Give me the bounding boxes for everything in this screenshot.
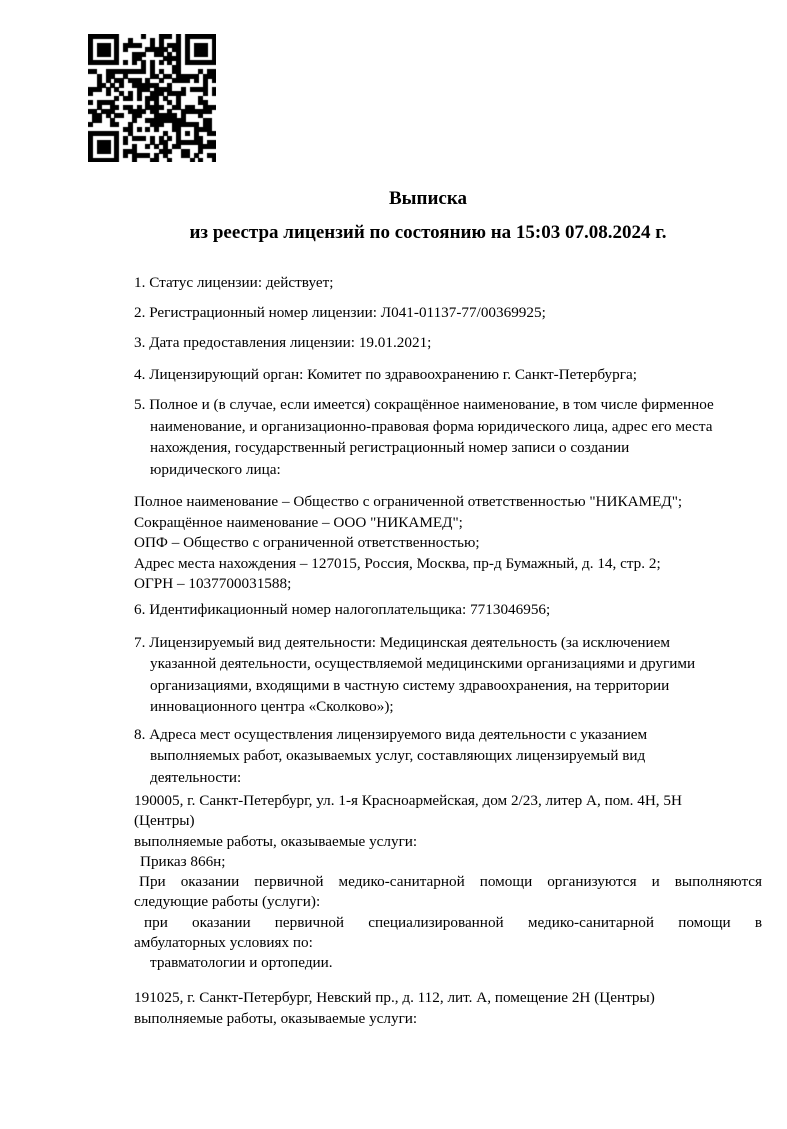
work-order-866n: Приказ 866н; (140, 852, 226, 870)
location-1-address: 190005, г. Санкт-Петербург, ул. 1-я Красноармейская, дом 2/23, литер А, пом. 4Н, 5Н (134, 792, 682, 809)
item-line: организациями, входящими в частную систему здравоохранения, на территории (150, 676, 670, 694)
item-line: указанной деятельности, осуществляемой медицинскими организациями и другими (150, 655, 696, 673)
work-specialty-traumatology: травматологии и ортопедии. (150, 954, 333, 972)
license-item-grant-date (134, 332, 764, 353)
item-line: нахождения, государственный регистрационный номер записи о создании (150, 439, 630, 456)
works-header: выполняемые работы, оказываемые услуги: (134, 1010, 418, 1027)
location-2-block (134, 987, 764, 1029)
work-primary-care-line: следующие работы (услуги): (134, 893, 321, 911)
qr-code-icon (88, 34, 216, 162)
license-item-inn (134, 599, 764, 620)
license-item-legal-entity (134, 394, 764, 480)
item-line: юридического лица: (150, 460, 281, 478)
item-line: 2. Регистрационный номер лицензии: Л041-01137-77/00369925; (134, 304, 546, 321)
license-item-activity-type (134, 632, 764, 717)
item-line: 7. Лицензируемый вид деятельности: Медицинская деятельность (за исключением (134, 634, 670, 651)
license-item-reg-number (134, 302, 764, 323)
item-line: 1. Статус лицензии: действует; (134, 274, 334, 291)
org-full-name: Полное наименование – Общество с ограниченной ответственностью "НИКАМЕД"; (134, 493, 683, 510)
location-1-block (134, 791, 762, 974)
work-primary-care-line: При оказании первичной медико-санитарной помощи организуются и выполняются (139, 873, 762, 891)
item-line: наименование, и организационно-правовая форма юридического лица, адрес его места (150, 417, 713, 435)
license-item-authority (134, 364, 764, 385)
org-address: Адрес места нахождения – 127015, Россия, Москва, пр-д Бумажный, д. 14, стр. 2; (134, 554, 661, 572)
item-line: выполняемых работ, оказываемых услуг, составляющих лицензируемый вид (150, 747, 646, 765)
org-opf: ОПФ – Общество с ограниченной ответственностью; (134, 534, 480, 552)
item-line: 5. Полное и (в случае, если имеется) сокращённое наименование, в том числе фирменное (134, 396, 714, 413)
item-line: 3. Дата предоставления лицензии: 19.01.2021; (134, 334, 432, 351)
item-line: 6. Идентификационный номер налогоплательщика: 7713046956; (134, 601, 551, 618)
doc-subtitle: из реестра лицензий по состоянию на 15:03 07.08.2024 г. (189, 222, 667, 243)
license-item-status (134, 272, 764, 293)
location-1-address-cont: (Центры) (134, 812, 195, 830)
work-specialized-care-line: при оказании первичной специализированной медико-санитарной помощи в (144, 913, 762, 931)
item-line: инновационного центра «Сколково»); (150, 697, 394, 715)
works-header: выполняемые работы, оказываемые услуги: (134, 832, 418, 850)
item-line: 8. Адреса мест осуществления лицензируемого вида деятельности с указанием (134, 726, 648, 743)
doc-title: Выписка (389, 188, 467, 209)
work-specialized-care-line: амбулаторных условиях по: (134, 934, 313, 952)
license-item-addresses (134, 724, 764, 788)
org-short-name: Сокращённое наименование – ООО "НИКАМЕД"; (134, 513, 463, 531)
organization-details (134, 492, 764, 595)
item-line: деятельности: (150, 768, 242, 786)
location-2-address: 191025, г. Санкт-Петербург, Невский пр., д. 112, лит. А, помещение 2Н (Центры) (134, 989, 655, 1006)
item-line: 4. Лицензирующий орган: Комитет по здравоохранению г. Санкт-Петербурга; (134, 366, 637, 383)
org-ogrn: ОГРН – 1037700031588; (134, 575, 292, 593)
